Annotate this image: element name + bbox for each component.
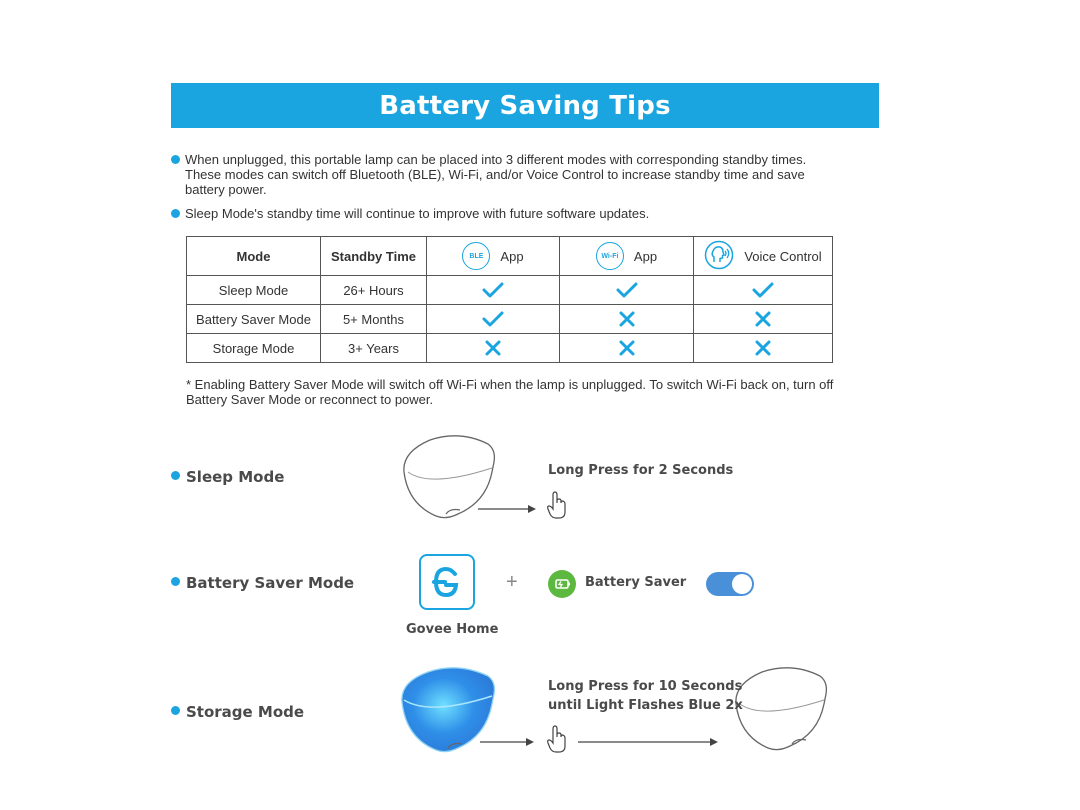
arrow-icon [480,735,536,749]
battery-saver-icon [548,570,576,598]
govee-home-label: Govee Home [406,622,499,637]
bullet-dot [171,155,180,164]
modes-table [186,236,833,363]
table-row [187,276,833,305]
bullet-text: When unplugged, this portable lamp can be placed into 3 different modes with corresponding standby times. These modes can switch off Bluetooth (BLE), Wi-Fi, and/or Voice Control to increase standby time and save battery power. [185,152,807,197]
header-voice-control [694,237,833,276]
page-title: Battery Saving Tips [379,90,671,121]
cell-voice [694,305,833,334]
check-icon [752,281,774,296]
cell-ble [427,276,560,305]
cell-voice [694,276,833,305]
title-banner [171,83,879,128]
bullet-intro [171,152,831,197]
plus-sign: + [506,571,518,593]
header-ble-label: App [500,248,524,264]
cell-ble [427,305,560,334]
cell-standby: 26+ Hours [321,276,427,305]
toggle-knob [732,574,752,594]
govee-home-app-icon [419,554,475,610]
sleep-mode-text: Sleep Mode [186,468,285,486]
bullet-dot [171,471,180,480]
check-icon [482,281,504,296]
header-mode: Mode [187,237,321,276]
cell-mode: Battery Saver Mode [187,305,321,334]
wifi-icon: Wi-Fi [596,242,624,270]
header-voice-label: Voice Control [744,248,822,264]
cross-icon [616,310,638,325]
press-hand-icon [546,724,566,754]
cell-mode: Sleep Mode [187,276,321,305]
cross-icon [752,339,774,354]
cell-wifi [560,334,694,363]
cell-mode: Storage Mode [187,334,321,363]
bullet-dot [171,706,180,715]
voice-control-icon [704,240,734,273]
table-row [187,334,833,363]
storage-instruction-line2: until Light Flashes Blue 2x [548,698,743,713]
battery-saver-mode-text: Battery Saver Mode [186,574,355,592]
cell-voice [694,334,833,363]
storage-mode-label [171,703,304,721]
cross-icon [752,310,774,325]
storage-mode-text: Storage Mode [186,703,305,721]
lamp-icon [732,664,832,756]
header-wifi-app [560,237,694,276]
cell-standby: 5+ Months [321,305,427,334]
header-wifi-label: App [633,248,658,264]
battery-saver-mode-label [171,574,354,592]
cell-wifi [560,276,694,305]
check-icon [482,310,504,325]
sleep-instruction: Long Press for 2 Seconds [548,463,734,478]
arrow-icon [578,735,720,749]
bullet-dot [171,577,180,586]
cell-standby: 3+ Years [321,334,427,363]
check-icon [616,281,638,296]
table-header-row [187,237,833,276]
footnote: * Enabling Battery Saver Mode will switch off Wi-Fi when the lamp is unplugged. To switch Wi-Fi back on, turn off Battery Saver Mode or reconnect to power. [186,377,834,407]
cell-wifi [560,305,694,334]
ble-icon: BLE [462,242,490,270]
press-hand-icon [546,490,566,520]
bullet-dot [171,209,180,218]
storage-instruction [548,677,743,715]
sleep-mode-label [171,468,284,486]
cross-icon [616,339,638,354]
storage-instruction-line1: Long Press for 10 Seconds [548,679,743,694]
table-row [187,305,833,334]
arrow-icon [478,502,538,516]
header-standby: Standby Time [321,237,427,276]
cross-icon [482,339,504,354]
bullet-sleep-note [171,206,831,221]
header-ble-app [427,237,560,276]
battery-saver-toggle[interactable] [706,572,754,596]
battery-saver-label: Battery Saver [585,575,687,590]
bullet-text: Sleep Mode's standby time will continue to improve with future software updates. [185,206,650,221]
cell-ble [427,334,560,363]
